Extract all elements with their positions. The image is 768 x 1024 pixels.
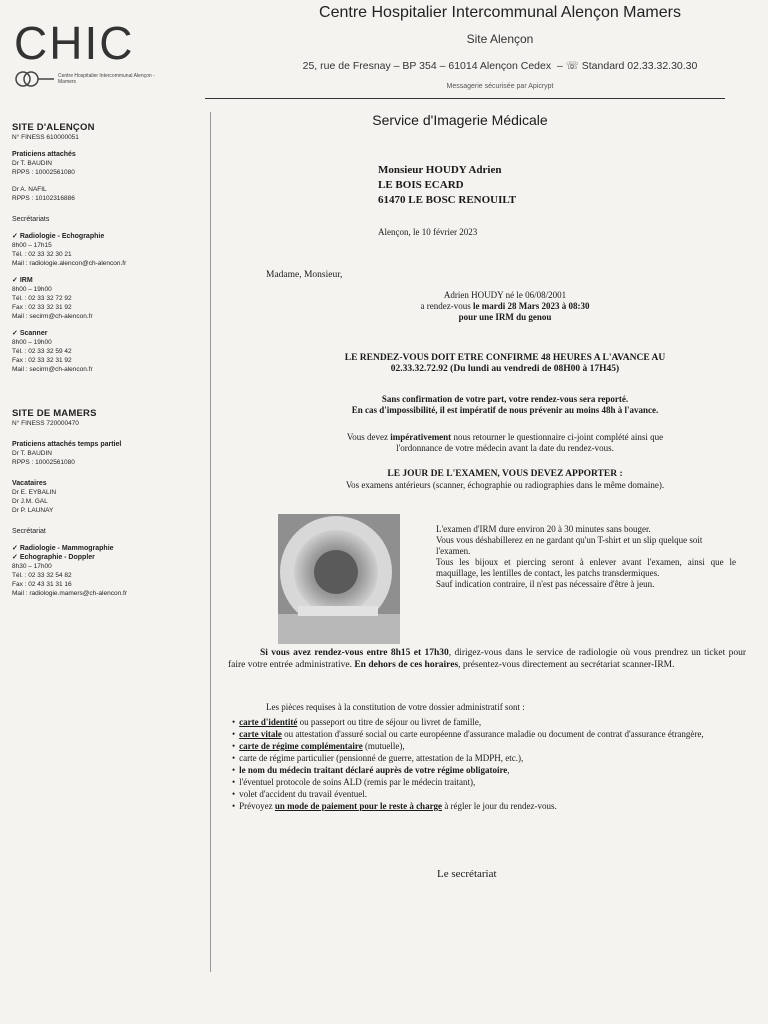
questionnaire-notice: Vous devez impérativement nous retourner le questionnaire ci-joint complété ainsi que l'ordonnance de votre médecin avant la date du rendez-vous. xyxy=(346,432,664,453)
doctor-rpps: RPPS : 10002561080 xyxy=(12,459,75,466)
service-mail: Mail : radiologie.alencon@ch-alencon.fr xyxy=(12,260,127,267)
service-mail: Mail : secirm@ch-alencon.fr xyxy=(12,366,93,373)
doctor-rpps: RPPS : 10002561080 xyxy=(12,169,75,176)
service-tel: Tél. : 02 33 32 72 92 xyxy=(12,295,72,302)
appointment-line: a rendez-vous le mardi 28 Mars 2023 à 08:30 xyxy=(420,301,590,311)
header-divider xyxy=(205,98,725,99)
list-item: • volet d'accident du travail éventuel. xyxy=(232,788,752,800)
list-item: • le nom du médecin traitant déclaré auprès de votre régime obligatoire, xyxy=(232,764,752,776)
logo-text: CHIC xyxy=(14,17,135,69)
list-item: • Prévoyez un mode de paiement pour le reste à charge à régler le jour du rendez-vous. xyxy=(232,800,752,812)
exam-type: pour une IRM du genou xyxy=(458,312,552,322)
phone-icon: – ☏ xyxy=(554,60,579,72)
service-mail: Mail : secirm@ch-alencon.fr xyxy=(12,313,93,320)
hospital-address xyxy=(200,60,768,72)
practitioners-label: Praticiens attachés temps partiel xyxy=(12,441,122,448)
service-tel: Tél. : 02 33 32 59 42 xyxy=(12,348,72,355)
check-icon: ✓ xyxy=(12,277,20,284)
confirmation-notice: LE RENDEZ-VOUS DOIT ETRE CONFIRME 48 HEURES A L'AVANCE AU 02.33.32.72.92 (Du lundi au vendredi de 08H00 à 17H45) xyxy=(344,353,666,374)
secure-messaging: Messagerie sécurisée par Apicrypt xyxy=(446,83,554,90)
mri-instruction: Vous vous déshabillerez en ne gardant qu'un T-shirt et un slip quelque soit l'examen. xyxy=(436,535,703,556)
service-radiologie: ✓ Radiologie - Echographie xyxy=(12,233,105,240)
logo-waves-icon xyxy=(14,70,54,88)
secretariat-label: Secrétariat xyxy=(12,528,46,535)
exam-day-block xyxy=(240,469,768,491)
mri-instruction: Tous les bijoux et piercing seront à enlever avant l'examen, ainsi que le maquillage, les lentilles de contact, les patchs transdermiques. xyxy=(436,557,736,578)
logo-subtext: Centre Hospitalier Intercommunal Alençon - Mamers xyxy=(58,73,155,85)
service-hours: 8h00 – 17h15 xyxy=(12,242,52,249)
chic-logo xyxy=(14,17,164,88)
hospital-name: Centre Hospitalier Intercommunal Alençon Mamers xyxy=(319,4,681,21)
service-hours: 8h00 – 19h00 xyxy=(12,286,52,293)
letter-date: Alençon, le 10 février 2023 xyxy=(378,227,478,237)
service-hours: 8h30 – 17h00 xyxy=(12,563,52,570)
finess-mamers: N° FINESS 720000470 xyxy=(12,420,79,427)
mri-machine-photo xyxy=(278,514,400,644)
service-title: Service d'Imagerie Médicale xyxy=(372,112,548,128)
check-icon: ✓ xyxy=(12,554,20,561)
arrival-instructions: Si vous avez rendez-vous entre 8h15 et 17h30, dirigez-vous dans le service de radiologie où vous prendrez un ticket pour faire votre entrée administrative. En dehors de ces horaires, présentez-vous directement au secrétariat scanner-IRM. xyxy=(228,648,746,670)
salutation: Madame, Monsieur, xyxy=(266,270,343,280)
list-item: • l'éventuel protocole de soins ALD (remis par le médecin traitant), xyxy=(232,776,752,788)
sidebar-divider xyxy=(210,112,211,972)
site-alencon-title: SITE D'ALENÇON xyxy=(12,122,95,133)
mri-instruction: Sauf indication contraire, il n'est pas nécessaire d'être à jeun. xyxy=(436,579,655,589)
recipient-street: LE BOIS ECARD xyxy=(378,179,464,191)
recipient-address xyxy=(378,163,516,208)
recipient-city: 61470 LE BOSC RENOUILT xyxy=(378,194,517,206)
recipient-name: Monsieur HOUDY Adrien xyxy=(378,164,502,176)
exam-day-title: LE JOUR DE L'EXAMEN, VOUS DEVEZ APPORTER : xyxy=(387,469,623,479)
mri-instruction: L'examen d'IRM dure environ 20 à 30 minutes sans bouger. xyxy=(436,524,651,534)
finess-alencon: N° FINESS 610000051 xyxy=(12,134,79,141)
secretariat-label: Secrétariats xyxy=(12,216,50,223)
vacataire-name: Dr E. EYBALIN xyxy=(12,489,57,496)
service-fax: Fax : 02 33 32 31 92 xyxy=(12,304,72,311)
practitioners-label: Praticiens attachés xyxy=(12,151,76,158)
list-item: • carte vitale ou attestation d'assuré social ou carte européenne d'assurance maladie ou document de contrat d'assurance étrangère, xyxy=(232,728,752,740)
appointment-block xyxy=(240,290,768,323)
confirmation-warning: Sans confirmation de votre part, votre rendez-vous sera reporté. En cas d'impossibilité, il est impératif de nous prévenir au moins 48h à l'avance. xyxy=(351,394,659,415)
check-icon: ✓ xyxy=(12,545,20,552)
hospital-site: Site Alençon xyxy=(466,32,534,46)
check-icon: ✓ xyxy=(12,233,20,240)
site-mamers-title: SITE DE MAMERS xyxy=(12,408,97,419)
list-item: • carte d'identité ou passeport ou titre de séjour ou livret de famille, xyxy=(232,716,752,728)
service-hours: 8h00 – 19h00 xyxy=(12,339,52,346)
service-fax: Fax : 02 33 32 31 92 xyxy=(12,357,72,364)
logo-subtitle xyxy=(14,70,164,88)
signature: Le secrétariat xyxy=(437,868,497,880)
vacataires-label: Vacataires xyxy=(12,480,47,487)
list-item: • carte de régime particulier (pensionné de guerre, attestation de la MDPH, etc.), xyxy=(232,752,752,764)
mri-scanner-icon xyxy=(278,514,400,644)
phone-text: Standard 02.33.32.30.30 xyxy=(581,60,698,72)
service-fax: Fax : 02 43 31 31 16 xyxy=(12,581,72,588)
documents-intro: Les pièces requises à la constitution de votre dossier administratif sont : xyxy=(266,702,525,712)
service-mammographie: ✓ Radiologie - Mammographie xyxy=(12,545,114,552)
doctor-name: Dr A. NAFIL xyxy=(12,186,47,193)
service-scanner: ✓ Scanner xyxy=(12,330,48,337)
documents-list xyxy=(232,716,752,812)
check-icon: ✓ xyxy=(12,330,20,337)
service-tel: Tél. : 02 33 32 54 82 xyxy=(12,572,72,579)
address-text: 25, rue de Fresnay – BP 354 – 61014 Alençon Cedex xyxy=(302,60,552,72)
sidebar xyxy=(12,122,200,598)
doctor-rpps: RPPS : 10102316886 xyxy=(12,195,75,202)
service-tel: Tél. : 02 33 32 30 21 xyxy=(12,251,72,258)
service-echographie: ✓ Echographie - Doppler xyxy=(12,554,95,561)
appointment-date: le mardi 28 Mars 2023 à 08:30 xyxy=(473,301,590,311)
service-irm: ✓ IRM xyxy=(12,277,33,284)
mri-instructions xyxy=(436,524,736,590)
vacataire-name: Dr P. LAUNAY xyxy=(12,507,54,514)
service-mail: Mail : radiologie.mamers@ch-alencon.fr xyxy=(12,590,127,597)
doctor-name: Dr T. BAUDIN xyxy=(12,450,52,457)
exam-day-text: Vos examens antérieurs (scanner, échographie ou radiographies dans le même domaine). xyxy=(345,480,665,490)
doctor-name: Dr T. BAUDIN xyxy=(12,160,52,167)
list-item: • carte de régime complémentaire (mutuelle), xyxy=(232,740,752,752)
vacataire-name: Dr J.M. GAL xyxy=(12,498,48,505)
patient-line: Adrien HOUDY né le 06/08/2001 xyxy=(443,290,567,300)
